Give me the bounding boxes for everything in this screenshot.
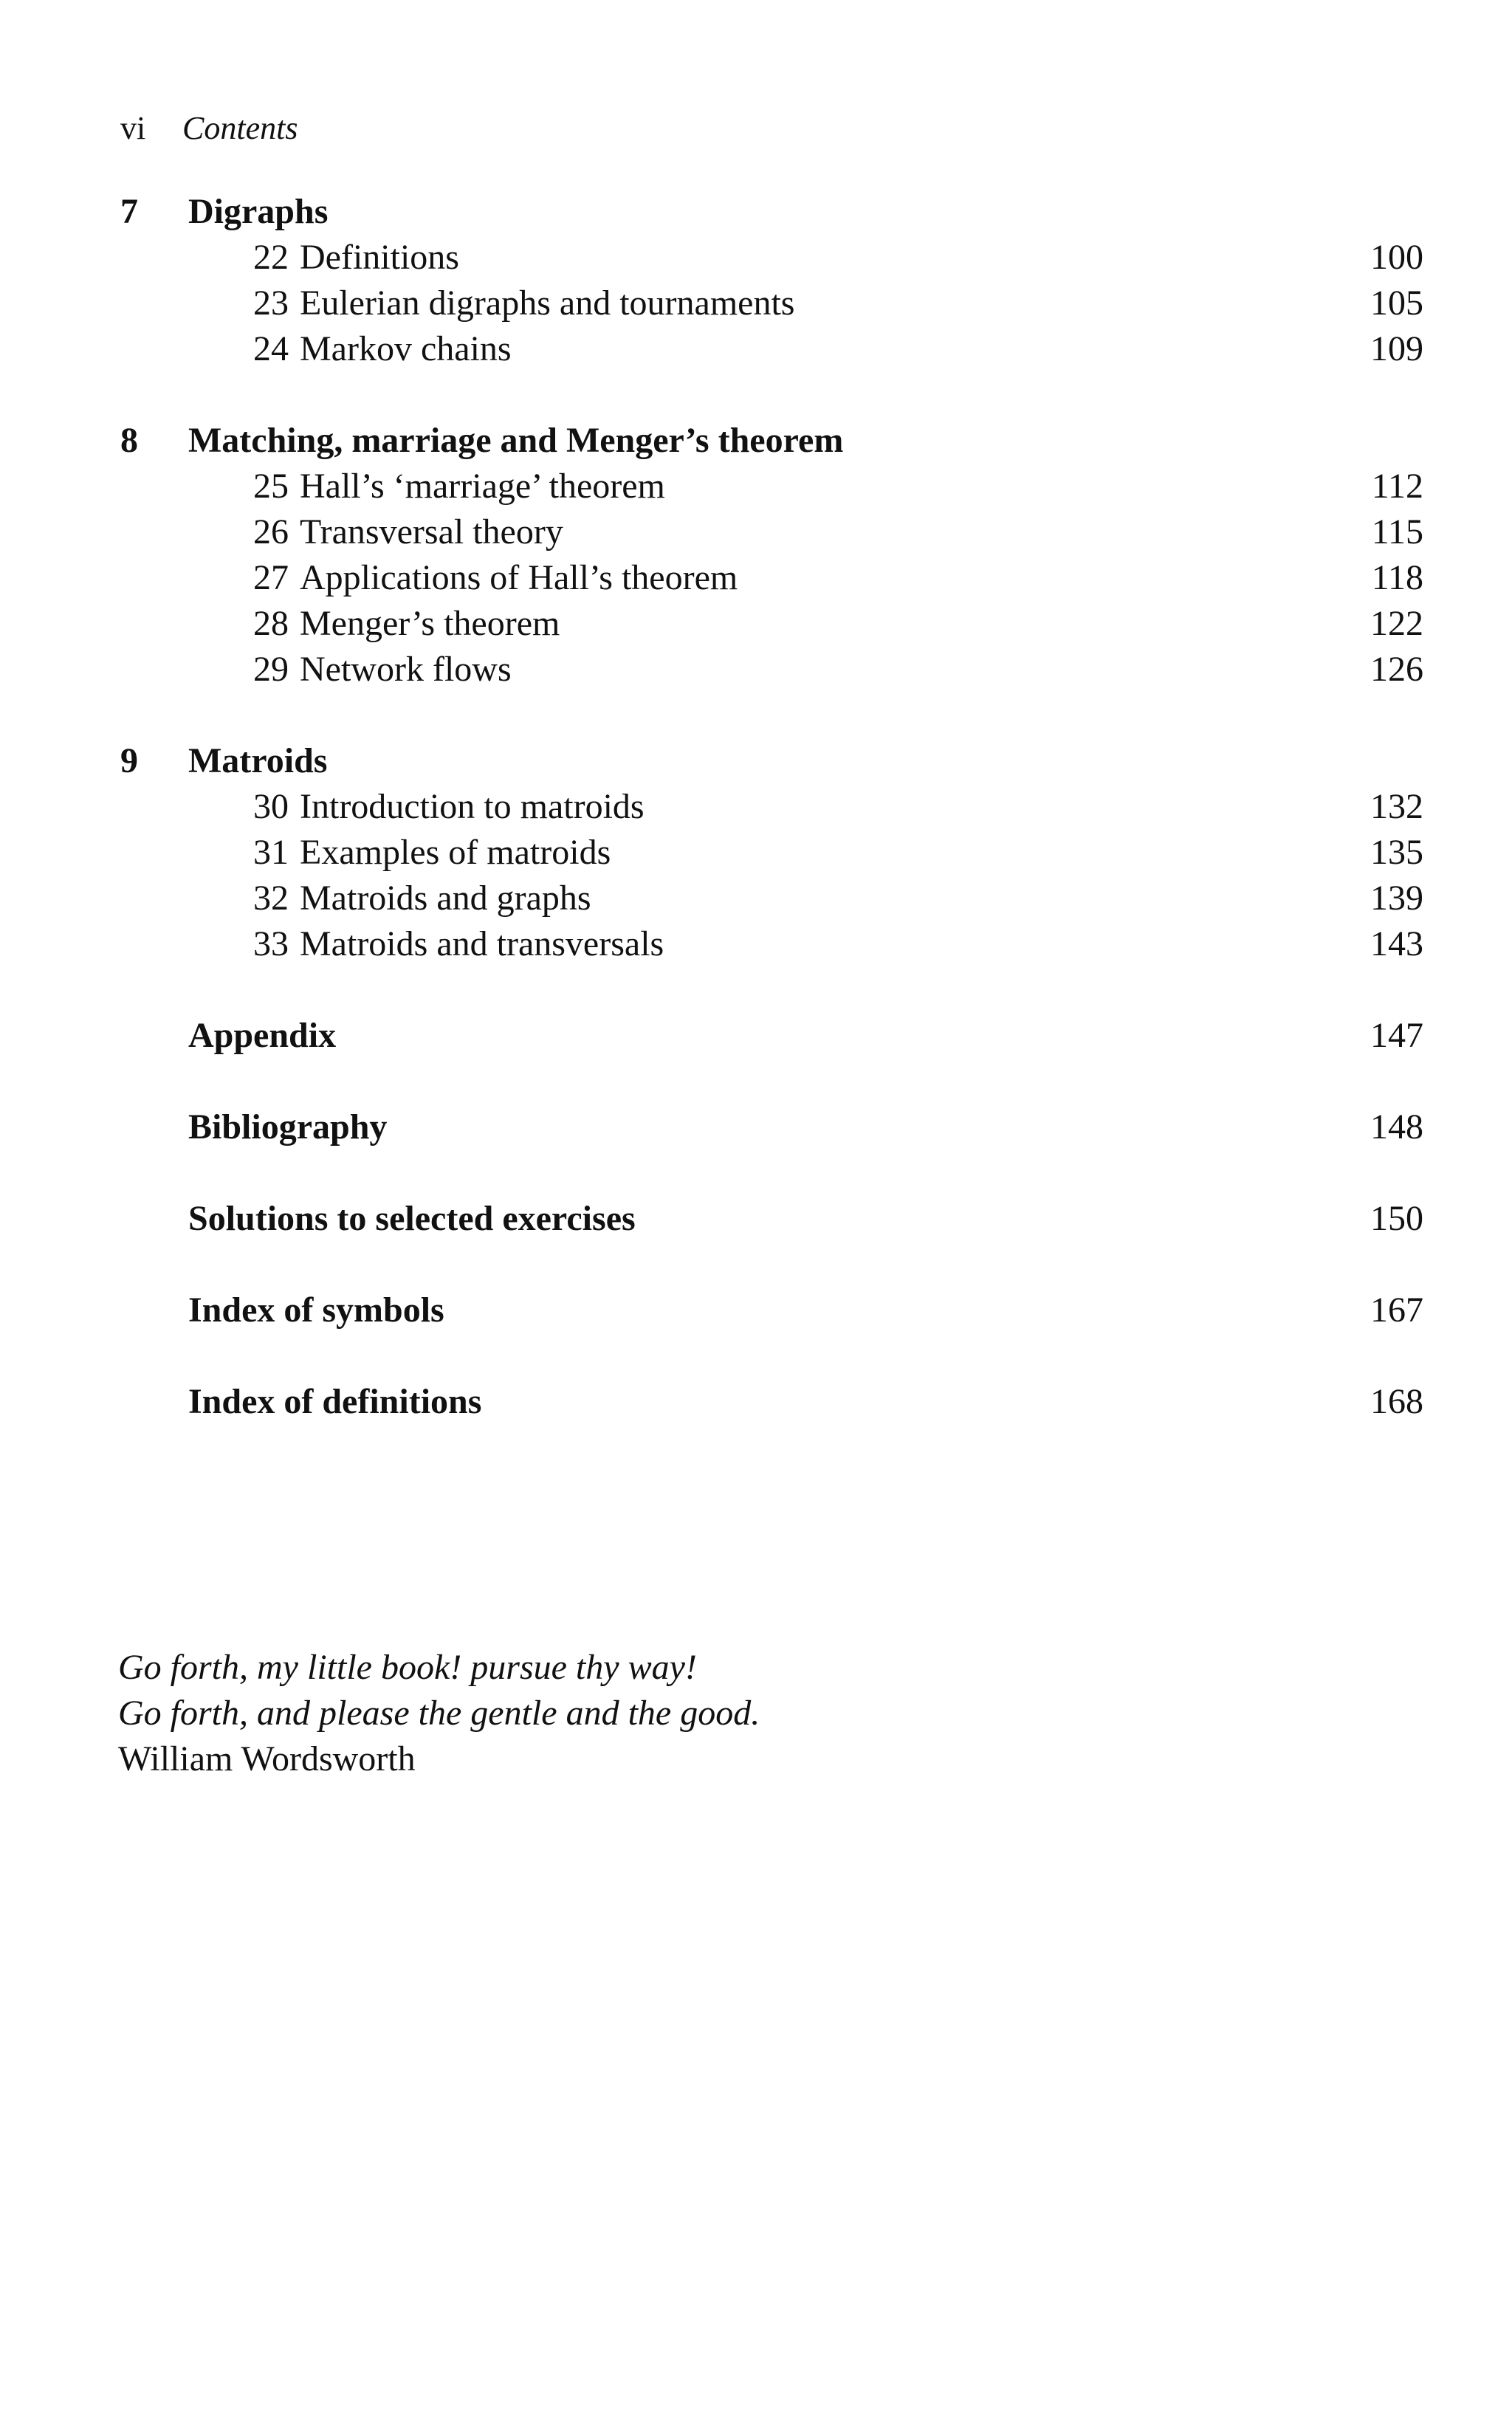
running-head	[120, 108, 298, 149]
page-folio: vi	[120, 110, 146, 146]
page-number: 122	[1370, 604, 1423, 643]
toc-entry	[120, 235, 1423, 281]
toc-entry	[120, 326, 1423, 372]
page-number: 132	[1370, 787, 1423, 826]
chapter-heading	[120, 189, 1423, 235]
section-title: Menger’s theorem	[300, 604, 560, 643]
page-number: 135	[1370, 833, 1423, 872]
section-number: 24	[253, 329, 289, 368]
page-number: 143	[1370, 924, 1423, 963]
chapter-title: Matching, marriage and Menger’s theorem	[188, 421, 844, 460]
chapter-number: 8	[120, 421, 138, 460]
backmatter-title: Appendix	[188, 1016, 337, 1055]
section-number: 31	[253, 833, 289, 872]
chapter-title: Digraphs	[188, 192, 329, 231]
page-number: 167	[1370, 1290, 1423, 1330]
toc-entry	[120, 464, 1423, 509]
backmatter-title: Solutions to selected exercises	[188, 1199, 636, 1238]
section-number: 28	[253, 604, 289, 643]
section-number: 29	[253, 650, 289, 689]
toc-entry	[120, 281, 1423, 326]
section-title: Eulerian digraphs and tournaments	[300, 283, 795, 323]
chapter-8	[120, 418, 1423, 692]
toc-entry	[120, 601, 1423, 647]
section-title: Markov chains	[300, 329, 512, 368]
toc-entry	[120, 830, 1423, 876]
running-head-title: Contents	[182, 110, 298, 146]
page-number: 115	[1371, 512, 1423, 551]
section-number: 22	[253, 238, 289, 277]
page-number: 105	[1370, 283, 1423, 323]
toc-entry	[120, 509, 1423, 555]
section-title: Transversal theory	[300, 512, 563, 551]
page-number: 109	[1370, 329, 1423, 368]
toc-entry	[120, 921, 1423, 967]
section-number: 32	[253, 879, 289, 918]
chapter-9	[120, 738, 1423, 967]
epigraph	[118, 1645, 760, 1782]
chapter-heading	[120, 738, 1423, 784]
epigraph-line: Go forth, and please the gentle and the good.	[118, 1694, 760, 1733]
section-title: Hall’s ‘marriage’ theorem	[300, 467, 665, 506]
chapter-title: Matroids	[188, 741, 328, 780]
backmatter-title: Index of definitions	[188, 1382, 482, 1421]
section-title: Matroids and graphs	[300, 879, 591, 918]
toc-entry	[120, 784, 1423, 830]
page-number: 147	[1370, 1016, 1423, 1055]
section-title: Applications of Hall’s theorem	[300, 558, 738, 597]
section-number: 23	[253, 283, 289, 323]
page-number: 112	[1371, 467, 1423, 506]
section-number: 25	[253, 467, 289, 506]
table-of-contents	[120, 189, 1423, 1425]
toc-entry	[120, 876, 1423, 921]
backmatter-appendix	[120, 1013, 1423, 1059]
chapter-number: 7	[120, 192, 138, 231]
section-title: Definitions	[300, 238, 459, 277]
page-number: 139	[1370, 879, 1423, 918]
backmatter-title: Index of symbols	[188, 1290, 444, 1330]
page-number: 100	[1370, 238, 1423, 277]
section-title: Introduction to matroids	[300, 787, 645, 826]
page-number: 150	[1370, 1199, 1423, 1238]
chapter-heading	[120, 418, 1423, 464]
backmatter-title: Bibliography	[188, 1107, 388, 1147]
section-number: 27	[253, 558, 289, 597]
section-number: 30	[253, 787, 289, 826]
backmatter-bibliography	[120, 1104, 1423, 1150]
chapter-7	[120, 189, 1423, 372]
page-number: 118	[1371, 558, 1423, 597]
section-title: Examples of matroids	[300, 833, 611, 872]
page-number: 148	[1370, 1107, 1423, 1147]
toc-entry	[120, 647, 1423, 692]
epigraph-line: Go forth, my little book! pursue thy way!	[118, 1648, 697, 1687]
chapter-number: 9	[120, 741, 138, 780]
section-title: Matroids and transversals	[300, 924, 664, 963]
page-number: 168	[1370, 1382, 1423, 1421]
backmatter-solutions	[120, 1196, 1423, 1242]
section-number: 26	[253, 512, 289, 551]
section-title: Network flows	[300, 650, 512, 689]
backmatter-index-of-definitions	[120, 1379, 1423, 1425]
backmatter-index-of-symbols	[120, 1288, 1423, 1333]
section-number: 33	[253, 924, 289, 963]
toc-entry	[120, 555, 1423, 601]
epigraph-author: William Wordsworth	[118, 1739, 416, 1778]
page-number: 126	[1370, 650, 1423, 689]
